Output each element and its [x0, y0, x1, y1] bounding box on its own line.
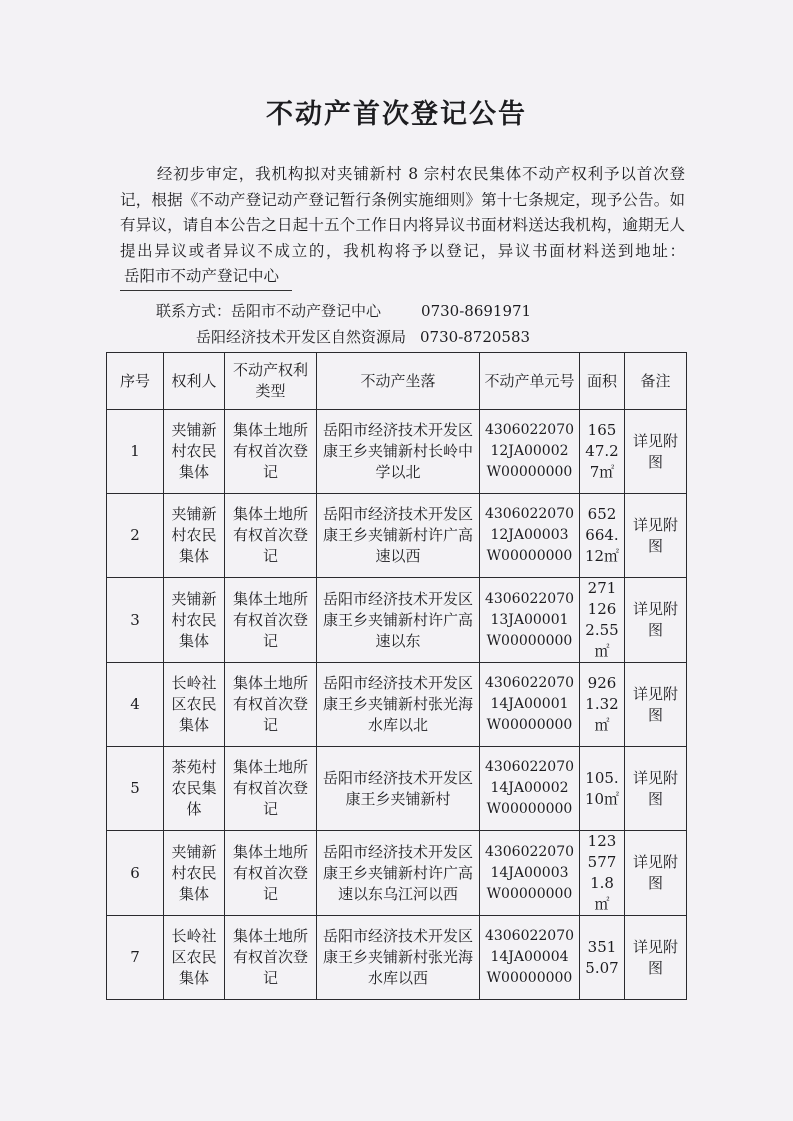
cell-right-type: 集体土地所有权首次登记 — [225, 831, 317, 916]
cell-no: 5 — [107, 747, 164, 831]
table-row — [107, 494, 687, 578]
cell-area: 105.10㎡ — [580, 747, 625, 831]
cell-area: 1235771.8㎡ — [580, 831, 625, 916]
cell-area: 3515.07 — [580, 916, 625, 1000]
contact-line-2 — [196, 326, 530, 347]
contact-phone-1: 0730-8691971 — [421, 302, 532, 320]
cell-right-type: 集体土地所有权首次登记 — [225, 663, 317, 747]
notice-paragraph — [120, 162, 685, 291]
table-row — [107, 410, 687, 494]
header-location: 不动产坐落 — [317, 353, 480, 410]
contact-label: 联系方式： — [156, 302, 232, 320]
cell-owner: 夹铺新村农民集体 — [164, 831, 225, 916]
cell-no: 1 — [107, 410, 164, 494]
document-title: 不动产首次登记公告 — [266, 99, 527, 130]
cell-area: 652664.12㎡ — [580, 494, 625, 578]
cell-no: 7 — [107, 916, 164, 1000]
cell-owner: 茶苑村农民集体 — [164, 747, 225, 831]
registration-table — [106, 352, 687, 1000]
cell-right-type: 集体土地所有权首次登记 — [225, 494, 317, 578]
cell-area: 9261.32㎡ — [580, 663, 625, 747]
cell-unit-no: 430602207012JA00003W00000000 — [480, 494, 580, 578]
cell-unit-no: 430602207014JA00004W00000000 — [480, 916, 580, 1000]
table-row — [107, 916, 687, 1000]
objection-address: 岳阳市不动产登记中心 — [120, 264, 292, 291]
cell-no: 3 — [107, 578, 164, 663]
contact-org-1: 岳阳市不动产登记中心 — [231, 302, 382, 320]
table-row — [107, 831, 687, 916]
cell-location: 岳阳市经济技术开发区康王乡夹铺新村长岭中学以北 — [317, 410, 480, 494]
cell-note: 详见附图 — [625, 494, 687, 578]
cell-right-type: 集体土地所有权首次登记 — [225, 916, 317, 1000]
notice-text: 经初步审定，我机构拟对夹铺新村 8 宗村农民集体不动产权利予以首次登记，根据《不动产登记动产登记暂行条例实施细则》第十七条规定，现予公告。如有异议，请自本公告之日起十五个工作日内将异议书面材料送达我机构，逾期无人提出异议或者异议不成立的，我机构将予以登记，异议书面材料送到地址： — [120, 165, 685, 260]
cell-note: 详见附图 — [625, 747, 687, 831]
cell-location: 岳阳市经济技术开发区康王乡夹铺新村张光海水库以西 — [317, 916, 480, 1000]
cell-owner: 夹铺新村农民集体 — [164, 494, 225, 578]
cell-area: 16547.27㎡ — [580, 410, 625, 494]
cell-owner: 夹铺新村农民集体 — [164, 578, 225, 663]
cell-location: 岳阳市经济技术开发区康王乡夹铺新村许广高速以东 — [317, 578, 480, 663]
cell-unit-no: 430602207013JA00001W00000000 — [480, 578, 580, 663]
cell-location: 岳阳市经济技术开发区康王乡夹铺新村许广高速以西 — [317, 494, 480, 578]
header-area: 面积 — [580, 353, 625, 410]
contact-phone-2: 0730-8720583 — [420, 328, 531, 346]
cell-unit-no: 430602207014JA00003W00000000 — [480, 831, 580, 916]
table-row — [107, 663, 687, 747]
cell-note: 详见附图 — [625, 578, 687, 663]
cell-right-type: 集体土地所有权首次登记 — [225, 578, 317, 663]
header-note: 备注 — [625, 353, 687, 410]
cell-unit-no: 430602207014JA00001W00000000 — [480, 663, 580, 747]
header-unit-no: 不动产单元号 — [480, 353, 580, 410]
cell-no: 6 — [107, 831, 164, 916]
header-owner: 权利人 — [164, 353, 225, 410]
cell-owner: 夹铺新村农民集体 — [164, 410, 225, 494]
table-row — [107, 747, 687, 831]
cell-location: 岳阳市经济技术开发区康王乡夹铺新村许广高速以东乌江河以西 — [317, 831, 480, 916]
cell-location: 岳阳市经济技术开发区康王乡夹铺新村 — [317, 747, 480, 831]
cell-owner: 长岭社区农民集体 — [164, 916, 225, 1000]
cell-note: 详见附图 — [625, 663, 687, 747]
cell-note: 详见附图 — [625, 410, 687, 494]
cell-right-type: 集体土地所有权首次登记 — [225, 747, 317, 831]
table-row — [107, 578, 687, 663]
cell-no: 4 — [107, 663, 164, 747]
header-right-type: 不动产权利类型 — [225, 353, 317, 410]
cell-area: 2711262.55㎡ — [580, 578, 625, 663]
contact-org-2: 岳阳经济技术开发区自然资源局 — [196, 328, 407, 346]
cell-unit-no: 430602207014JA00002W00000000 — [480, 747, 580, 831]
cell-no: 2 — [107, 494, 164, 578]
table-header-row — [107, 353, 687, 410]
cell-right-type: 集体土地所有权首次登记 — [225, 410, 317, 494]
cell-note: 详见附图 — [625, 831, 687, 916]
cell-location: 岳阳市经济技术开发区康王乡夹铺新村张光海水库以北 — [317, 663, 480, 747]
contact-line-1 — [156, 300, 531, 321]
cell-unit-no: 430602207012JA00002W00000000 — [480, 410, 580, 494]
cell-owner: 长岭社区农民集体 — [164, 663, 225, 747]
header-no: 序号 — [107, 353, 164, 410]
cell-note: 详见附图 — [625, 916, 687, 1000]
